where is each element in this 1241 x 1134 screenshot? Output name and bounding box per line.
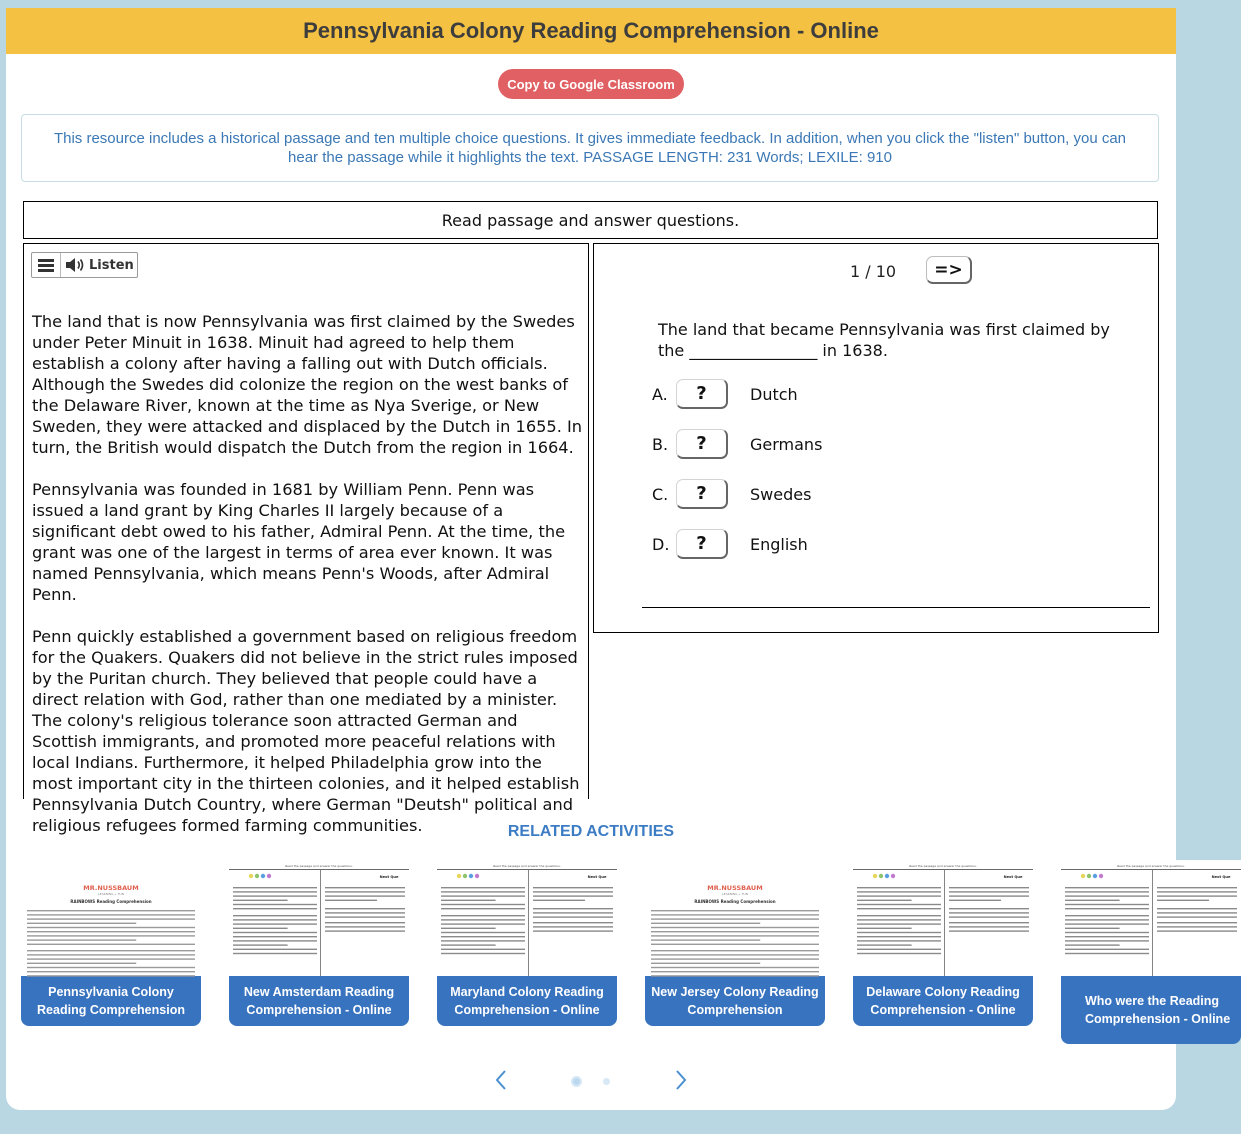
- related-tile[interactable]: [21, 860, 201, 1026]
- tile-label: New Jersey Colony Reading Comprehension: [645, 976, 825, 1026]
- option-b: [652, 428, 822, 460]
- tile-thumbnail: [229, 860, 409, 976]
- option-text: Swedes: [750, 484, 812, 504]
- option-d: [652, 528, 808, 560]
- svg-text:LEARNING + FUN: LEARNING + FUN: [722, 892, 748, 896]
- svg-text:Read the passage and answer th: Read the passage and answer the questions.: [909, 864, 977, 868]
- thumbnail-preview-icon: [21, 860, 201, 976]
- question-counter: 1 / 10: [850, 262, 897, 281]
- svg-text:Next Que: Next Que: [1003, 875, 1023, 879]
- thumbnail-preview-icon: [1061, 860, 1241, 976]
- carousel-dot[interactable]: [603, 1078, 610, 1085]
- tile-label: Pennsylvania Colony Reading Comprehension: [21, 976, 201, 1026]
- tile-thumbnail: [853, 860, 1033, 976]
- next-question-button[interactable]: =>: [926, 256, 972, 284]
- thumbnail-preview-icon: [645, 860, 825, 976]
- option-c: [652, 478, 811, 510]
- tile-label: Who were the Reading Comprehension - Online: [1061, 976, 1241, 1044]
- tile-label: Delaware Colony Reading Comprehension - Online: [853, 976, 1033, 1026]
- chevron-right-icon: [674, 1069, 688, 1091]
- svg-text:RAINBOWS Reading Comprehension: RAINBOWS Reading Comprehension: [70, 899, 152, 904]
- listen-label: Listen: [89, 257, 134, 273]
- tile-label: Maryland Colony Reading Comprehension - Online: [437, 976, 617, 1026]
- tile-label: New Amsterdam Reading Comprehension - Online: [229, 976, 409, 1026]
- svg-text:Next Que: Next Que: [587, 875, 607, 879]
- svg-text:RAINBOWS Reading Comprehension: RAINBOWS Reading Comprehension: [694, 899, 776, 904]
- thumbnail-preview-icon: [229, 860, 409, 976]
- option-letter: B.: [652, 434, 669, 454]
- resource-card: [6, 8, 1231, 1110]
- option-c-answer-button[interactable]: ?: [676, 479, 728, 509]
- menu-icon[interactable]: [32, 253, 61, 277]
- svg-text:Read the passage and answer th: Read the passage and answer the questions.: [493, 864, 561, 868]
- tile-thumbnail: [21, 860, 201, 976]
- speaker-icon: [61, 253, 89, 277]
- svg-text:Read the passage and answer th: Read the passage and answer the questions.: [285, 864, 353, 868]
- instructions-text: Read passage and answer questions.: [441, 210, 740, 230]
- thumbnail-preview-icon: [853, 860, 1033, 976]
- passage-paragraph: The land that is now Pennsylvania was first claimed by the Swedes under Peter Minuit in 1638. Minuit had agreed to help them establish a colony after having a falling out with Dutch officials. Although the Swedes did colonize the region on the west banks of the Delaware River, known at the time as Nya Sverige, or New Sweden, they were attacked and displaced by the Dutch in 1655. In turn, the British would dispatch the Dutch from the region in 1664.: [32, 312, 583, 457]
- tile-thumbnail: [437, 860, 617, 976]
- page-title-bar: [6, 8, 1176, 54]
- thumbnail-preview-icon: [437, 860, 617, 976]
- related-tile[interactable]: [437, 860, 617, 1026]
- question-text: The land that became Pennsylvania was first claimed by the ________________ in 1638.: [658, 320, 1110, 360]
- related-tile[interactable]: [1061, 860, 1231, 1044]
- svg-text:Read the passage and answer th: Read the passage and answer the questions.: [1117, 864, 1185, 868]
- related-tile[interactable]: [853, 860, 1033, 1026]
- option-letter: D.: [652, 534, 670, 554]
- divider: [642, 607, 1150, 608]
- copy-to-google-classroom-button[interactable]: Copy to Google Classroom: [498, 69, 684, 99]
- page-title: Pennsylvania Colony Reading Comprehension - Online: [303, 18, 879, 43]
- passage-paragraph: Pennsylvania was founded in 1681 by William Penn. Penn was issued a land grant by King Charles II largely because of a significant debt owed to his father, Admiral Penn. At the time, the grant was one of the largest in terms of area ever known. It was named Pennsylvania, which means Penn's Woods, after Admiral Penn.: [32, 480, 566, 604]
- related-activities-heading: RELATED ACTIVITIES: [507, 823, 675, 840]
- option-text: English: [750, 534, 808, 554]
- carousel-next-button[interactable]: [674, 1068, 688, 1098]
- option-letter: C.: [652, 484, 669, 504]
- option-d-answer-button[interactable]: ?: [676, 529, 728, 559]
- svg-text:Next Que: Next Que: [1211, 875, 1231, 879]
- passage-text: [32, 311, 584, 857]
- listen-button[interactable]: [31, 252, 138, 278]
- option-a: [652, 378, 798, 410]
- passage-panel[interactable]: [23, 243, 589, 835]
- related-tile[interactable]: [645, 860, 825, 1026]
- svg-text:MR.NUSSBAUM: MR.NUSSBAUM: [83, 884, 139, 892]
- svg-text:Next Que: Next Que: [379, 875, 399, 879]
- tile-thumbnail: [1061, 860, 1241, 976]
- option-text: Germans: [750, 434, 823, 454]
- option-text: Dutch: [750, 384, 798, 404]
- chevron-left-icon: [494, 1069, 508, 1091]
- option-b-answer-button[interactable]: ?: [676, 429, 728, 459]
- passage-paragraph: Penn quickly established a government based on religious freedom for the Quakers. Quakers did not believe in the strict rules imposed by the Puritan church. They believed that people could have a direct relation with God, rather than one mediated by a minister. The colony's religious tolerance soon attracted German and Scottish immigrants, and promoted more peaceful relations with local Indians. Furthermore, it helped Philadelphia grow into the most important city in the thirteen colonies, and it helped establish Pennsylvania Dutch Country, where German "Deutsh" political and religious refugees formed farming communities.: [32, 627, 580, 835]
- quiz-panel: [593, 243, 1159, 633]
- instructions-bar: [23, 201, 1158, 239]
- option-a-answer-button[interactable]: ?: [676, 379, 728, 409]
- carousel-dot-active[interactable]: [571, 1076, 582, 1087]
- svg-text:MR.NUSSBAUM: MR.NUSSBAUM: [707, 884, 763, 892]
- tile-thumbnail: [645, 860, 825, 976]
- svg-text:LEARNING + FUN: LEARNING + FUN: [98, 892, 124, 896]
- carousel-prev-button[interactable]: [494, 1068, 508, 1098]
- resource-description: This resource includes a historical passage and ten multiple choice questions. It gives immediate feedback. In addition, when you click the "listen" button, you can hear the passage while it highlights the text. PASSAGE LENGTH: 231 Words; LEXILE: 910: [21, 114, 1159, 182]
- related-tile[interactable]: [229, 860, 409, 1026]
- option-letter: A.: [652, 384, 668, 404]
